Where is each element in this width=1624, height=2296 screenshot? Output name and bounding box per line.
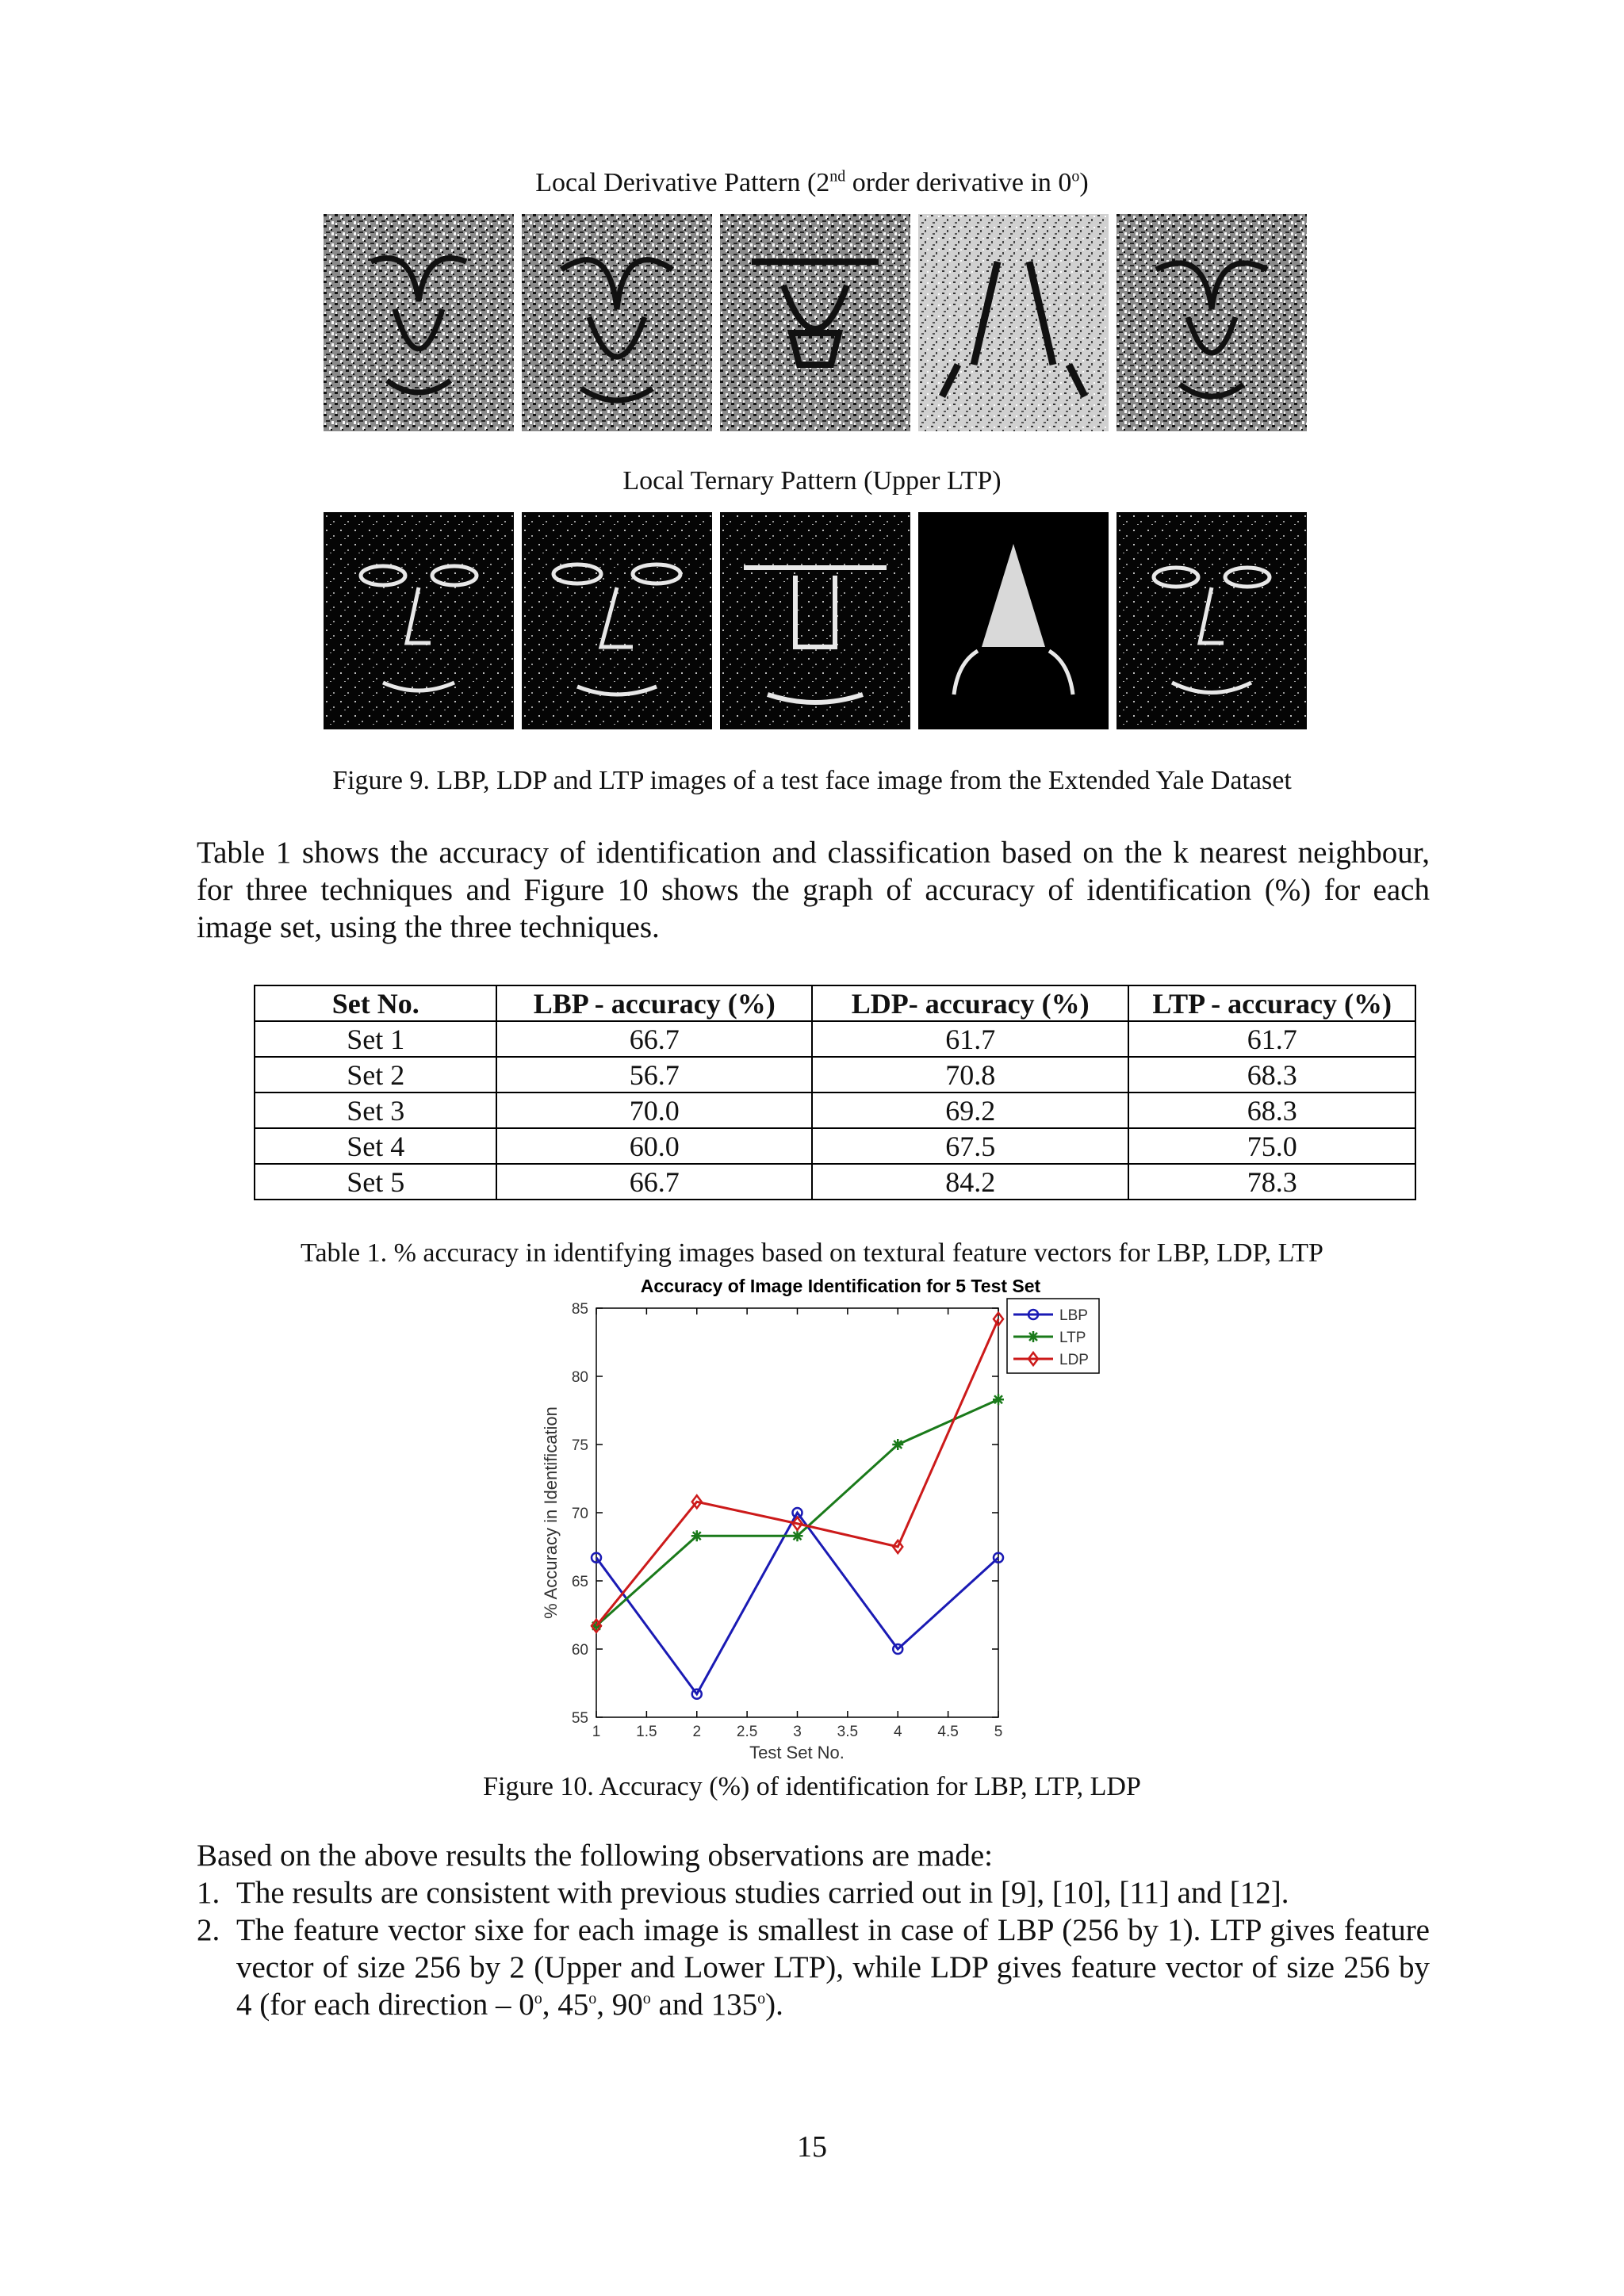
- intro-paragraph: Table 1 shows the accuracy of identification and classification based on the k nearest neighbour, for three techniques and Figure 10 shows the graph of accuracy of identification (%) for each image set, using the three techniques.: [197, 836, 1430, 944]
- table-cell: 69.2: [812, 1093, 1128, 1128]
- table-cell: 70.8: [812, 1057, 1128, 1093]
- list-number: 2.: [197, 1913, 220, 1947]
- figure10-caption: Figure 10. Accuracy (%) of identification for LBP, LTP, LDP: [483, 1772, 1141, 1801]
- table-cell: 60.0: [496, 1128, 811, 1164]
- list-number: 1.: [197, 1876, 220, 1910]
- observations-intro: Based on the above results the following observations are made:: [197, 1839, 993, 1873]
- table-header-cell: Set No.: [255, 985, 496, 1021]
- ltp-face-image-5: [1116, 512, 1307, 729]
- table-cell: 67.5: [812, 1128, 1128, 1164]
- table-row: [255, 1021, 1415, 1057]
- table-cell: 66.7: [496, 1164, 811, 1200]
- ltp-heading: Local Ternary Pattern (Upper LTP): [622, 466, 1002, 496]
- table-cell: Set 1: [255, 1021, 496, 1057]
- table-cell: 56.7: [496, 1057, 811, 1093]
- observation-item-1: [197, 1874, 1430, 1911]
- data-point: [792, 1530, 803, 1541]
- table-cell: 75.0: [1128, 1128, 1415, 1164]
- table-row: [255, 1093, 1415, 1128]
- list-item-text: The feature vector sixe for each image is smallest in case of LBP (256 by 1). LTP gives feature vector of size 256 by 2 (Upper and Lower LTP), while LDP gives feature vector of size 256 by 4 (for each direction – 0$^o$, 45$^o$, 90$^o$ and 135$^o$).: [236, 1913, 1430, 2022]
- x-tick-label: 1.5: [636, 1724, 657, 1740]
- table-cell: 61.7: [812, 1021, 1128, 1057]
- ldp-face-image-5: [1116, 214, 1307, 431]
- ldp-image-strip: [324, 214, 1307, 431]
- table-header-row: [255, 985, 1415, 1021]
- table-row: [255, 1128, 1415, 1164]
- page-number: 15: [797, 2130, 827, 2164]
- ltp-face-image-2: [522, 512, 712, 729]
- table-cell: 68.3: [1128, 1093, 1415, 1128]
- table-cell: Set 5: [255, 1164, 496, 1200]
- ldp-heading: Local Derivative Pattern (2nd order derivative in 0$^o$): [535, 167, 1089, 197]
- table-header-cell: LDP- accuracy (%): [812, 985, 1128, 1021]
- x-axis-label: Test Set No.: [749, 1743, 845, 1762]
- ldp-face-image-3: [720, 214, 910, 431]
- observation-item-2: [197, 1911, 1430, 2023]
- accuracy-table: [254, 985, 1416, 1200]
- table1-caption: Table 1. % accuracy in identifying images based on textural feature vectors for LBP, LDP, LTP: [301, 1238, 1323, 1268]
- ldp-face-image-1: [324, 214, 514, 431]
- y-tick-label: 65: [571, 1574, 588, 1590]
- ldp-face-image-4: [918, 214, 1109, 431]
- ltp-face-image-4: [918, 512, 1109, 729]
- x-tick-label: 1: [592, 1724, 601, 1740]
- y-tick-label: 70: [571, 1506, 588, 1522]
- y-tick-label: 80: [571, 1369, 588, 1386]
- list-item-text: The results are consistent with previous studies carried out in [9], [10], [11] and [12].: [236, 1876, 1289, 1910]
- table-header-cell: LTP - accuracy (%): [1128, 985, 1415, 1021]
- data-point: [691, 1530, 703, 1541]
- x-tick-label: 3: [793, 1724, 802, 1740]
- chart-legend: [1007, 1299, 1099, 1373]
- y-axis-label: % Accuracy in Identification: [541, 1406, 561, 1619]
- figure9-caption: Figure 9. LBP, LDP and LTP images of a test face image from the Extended Yale Dataset: [332, 766, 1292, 795]
- table-row: [255, 1164, 1415, 1200]
- table-cell: 68.3: [1128, 1057, 1415, 1093]
- x-tick-label: 5: [994, 1724, 1003, 1740]
- data-point: [993, 1394, 1004, 1405]
- table-cell: Set 3: [255, 1093, 496, 1128]
- ltp-face-image-3: [720, 512, 910, 729]
- x-tick-label: 2.5: [736, 1724, 758, 1740]
- data-point: [1028, 1331, 1039, 1342]
- y-tick-label: 75: [571, 1437, 588, 1454]
- table-cell: 78.3: [1128, 1164, 1415, 1200]
- ltp-face-image-1: [324, 512, 514, 729]
- y-tick-label: 85: [571, 1301, 588, 1318]
- x-tick-label: 3.5: [837, 1724, 859, 1740]
- accuracy-line-chart: [531, 1273, 1102, 1766]
- table-cell: 70.0: [496, 1093, 811, 1128]
- ltp-image-strip: [324, 512, 1307, 729]
- table-cell: Set 4: [255, 1128, 496, 1164]
- chart-title: Accuracy of Image Identification for 5 Test Set: [640, 1276, 1041, 1296]
- table-cell: 66.7: [496, 1021, 811, 1057]
- ldp-face-image-2: [522, 214, 712, 431]
- x-tick-label: 4: [893, 1724, 902, 1740]
- legend-label: LDP: [1059, 1352, 1089, 1368]
- y-tick-label: 55: [571, 1710, 588, 1727]
- table-cell: 84.2: [812, 1164, 1128, 1200]
- table-header-cell: LBP - accuracy (%): [496, 985, 811, 1021]
- table-row: [255, 1057, 1415, 1093]
- x-tick-label: 2: [692, 1724, 702, 1740]
- table-cell: 61.7: [1128, 1021, 1415, 1057]
- x-tick-label: 4.5: [937, 1724, 959, 1740]
- data-point: [892, 1439, 903, 1450]
- legend-label: LTP: [1059, 1330, 1086, 1346]
- table-cell: Set 2: [255, 1057, 496, 1093]
- y-tick-label: 60: [571, 1642, 588, 1659]
- legend-label: LBP: [1059, 1307, 1088, 1324]
